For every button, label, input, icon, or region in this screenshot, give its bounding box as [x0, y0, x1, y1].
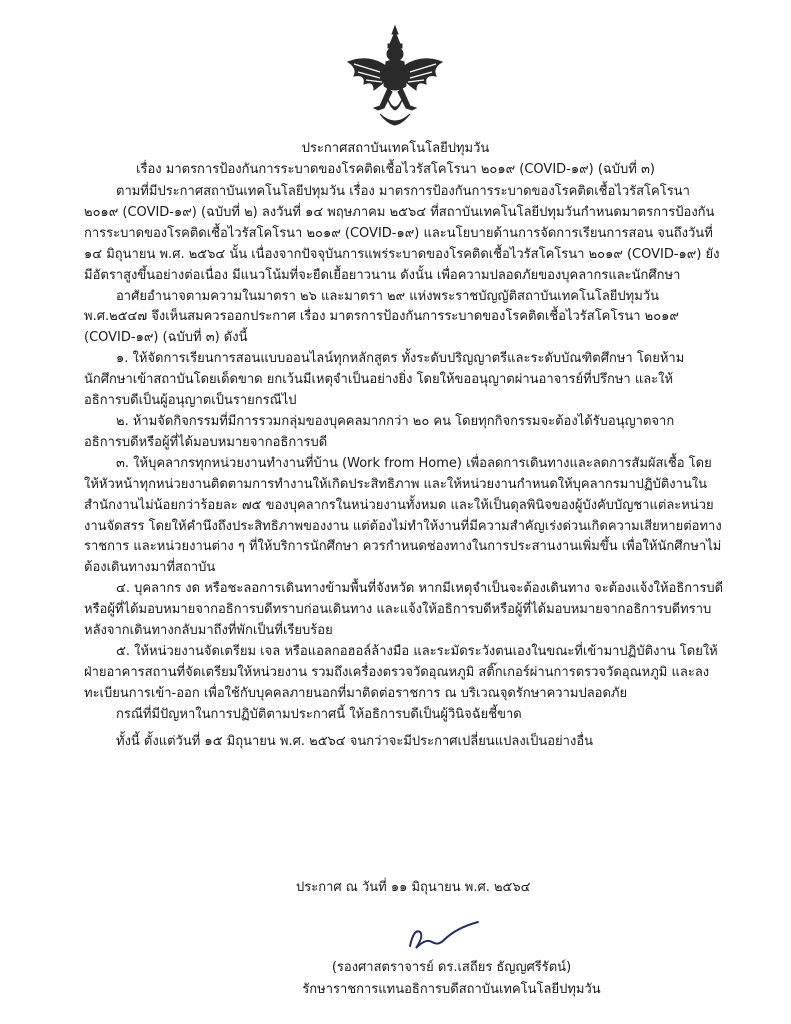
- handwritten-signature: [404, 918, 484, 954]
- garuda-emblem-icon: [340, 24, 450, 132]
- signatory-name: (รองศาสตราจารย์ ดร.เสถียร ธัญญศรีรัตน์): [331, 960, 572, 975]
- announcement-title: ประกาศสถาบันเทคโนโลยีปทุมวัน: [301, 141, 490, 156]
- paragraph-authority: อาศัยอำนาจตามความในมาตรา ๒๖ และมาตรา ๒๙ แห่งพระราชบัญญัติสถาบันเทคโนโลยีปทุมวัน พ.ศ.๒๕๔๗ จึงเห็นสมควรออกประกาศ เรื่อง มาตรการป้องกันการระบาดของโรคติดเชื้อไวรัสโคโรนา ๒๐๑๙ (COVID-๑๙) (ฉบับที่ ๓) ดังนี้: [84, 288, 679, 346]
- effective-date: ทั้งนี้ ตั้งแต่วันที่ ๑๕ มิถุนายน พ.ศ. ๒๕๖๔ จนกว่าจะมีประกาศเปลี่ยนแปลงเป็นอย่างอื่น: [116, 733, 594, 749]
- measure-2: ๒. ห้ามจัดกิจกรรมที่มีการรวมกลุ่มของบุคคลมากกว่า ๒๐ คน โดยทุกกิจกรรมจะต้องได้รับอนุญาตจากอธิการบดีหรือผู้ที่ได้มอบหมายจากอธิการบดี: [84, 413, 675, 450]
- announcement-body: [84, 182, 724, 752]
- announcement-subject: เรื่อง มาตรการป้องกันการระบาดของโรคติดเชื้อไวรัสโคโรนา ๒๐๑๙ (COVID-๑๙) (ฉบับที่ ๓): [136, 162, 655, 177]
- signatory-position: รักษาราชการแทนอธิการบดีสถาบันเทคโนโลยีปทุมวัน: [302, 982, 601, 997]
- measure-5: ๕. ให้หน่วยงานจัดเตรียม เจล หรือแอลกอฮอล์ล้างมือ และระมัดระวังตนเองในขณะที่เข้ามาปฏิบัติงาน โดยให้ฝ่ายอาคารสถานที่จัดเตรียมให้หน่วยงาน รวมถึงเครื่องตรวจวัดอุณหภูมิ สติ๊กเกอร์ผ่านการตรวจวัดอุณหภูมิ และลงทะเบียนการเข้า-ออก เพื่อใช้กับบุคคลภายนอกที่มาติดต่อราชการ ณ บริเวณจุดรักษาความปลอดภัย: [84, 643, 718, 701]
- paragraph-dispute: กรณีที่มีปัญหาในการปฏิบัติตามประกาศนี้ ให้อธิการบดีเป็นผู้วินิจฉัยชี้ขาด: [116, 706, 522, 722]
- measure-1: ๑. ให้จัดการเรียนการสอนแบบออนไลน์ทุกหลักสูตร ทั้งระดับปริญญาตรีและระดับบัณฑิตศึกษา โดยห้ามนักศึกษาเข้าสถาบันโดยเด็ดขาด ยกเว้นมีเหตุจำเป็นอย่างยิ่ง โดยให้ขออนุญาตผ่านอาจารย์ที่ปรึกษา และให้อธิการบดีเป็นผู้อนุญาตเป็นรายกรณีไป: [84, 351, 685, 409]
- measure-3: ๓. ให้บุคลากรทุกหน่วยงานทำงานที่บ้าน (Work from Home) เพื่อลดการเดินทางและลดการสัมผัสเชื้อ โดยให้หัวหน้าทุกหน่วยงานติดตามการทำงานให้เกิดประสิทธิภาพ และให้หน่วยงานกำหนดให้บุคลากรมาปฏิบัติงานในสำนักงานไม่น้อยกว่าร้อยละ ๗๕ ของบุคลากรในหน่วยงานทั้งหมด และให้เป็นดุลพินิจของผู้บังคับบัญชาแต่ละหน่วยงานจัดสรร โดยให้คำนึงถึงประสิทธิภาพของงาน แต่ต้องไม่ทำให้งานที่มีความสำคัญเร่งด่วนเกิดความเสียหายต่อทางราชการ และหน่วยงานต่าง ๆ ที่ให้บริการนักศึกษา ควรกำหนดช่องทางในการประสานงานเพิ่มขึ้น เพื่อให้นักศึกษาไม่ต้องเดินทางมาที่สถาบัน: [84, 455, 722, 576]
- measure-4: ๔. บุคลากร งด หรือชะลอการเดินทางข้ามพื้นที่จังหวัด หากมีเหตุจำเป็นจะต้องเดินทาง จะต้องแจ้งให้อธิการบดีหรือผู้ที่ได้มอบหมายจากอธิการบดีทราบก่อนเดินทาง และแจ้งให้อธิการบดีหรือผู้ที่ได้มอบหมายจากอธิการบดีทราบหลังจากเดินทางกลับมาถึงที่พักเป็นที่เรียบร้อย: [84, 581, 724, 639]
- announced-date: ประกาศ ณ วันที่ ๑๑ มิถุนายน พ.ศ. ๒๕๖๔: [296, 880, 531, 895]
- paragraph-background: ตามที่มีประกาศสถาบันเทคโนโลยีปทุมวัน เรื่อง มาตรการป้องกันการระบาดของโรคติดเชื้อไวรัสโคโรนา ๒๐๑๙ (COVID-๑๙) (ฉบับที่ ๒) ลงวันที่ ๑๔ พฤษภาคม ๒๕๖๔ ที่สถาบันเทคโนโลยีปทุมวันกำหนดมาตรการป้องกันการระบาดของโรคติดเชื้อไวรัสโคโรนา ๒๐๑๙ (COVID-๑๙) และนโยบายด้านการจัดการเรียนการสอน จนถึงวันที่ ๑๔ มิถุนายน พ.ศ. ๒๕๖๔ นั้น เนื่องจากปัจจุบันการแพร่ระบาดของโรคติดเชื้อไวรัสโคโรนา ๒๐๑๙ (COVID-๑๙) ยังมีอัตราสูงขึ้นอย่างต่อเนื่อง มีแนวโน้มที่จะยืดเยื้อยาวนาน ดังนั้น เพื่อความปลอดภัยของบุคลากรและนักศึกษา: [84, 184, 720, 283]
